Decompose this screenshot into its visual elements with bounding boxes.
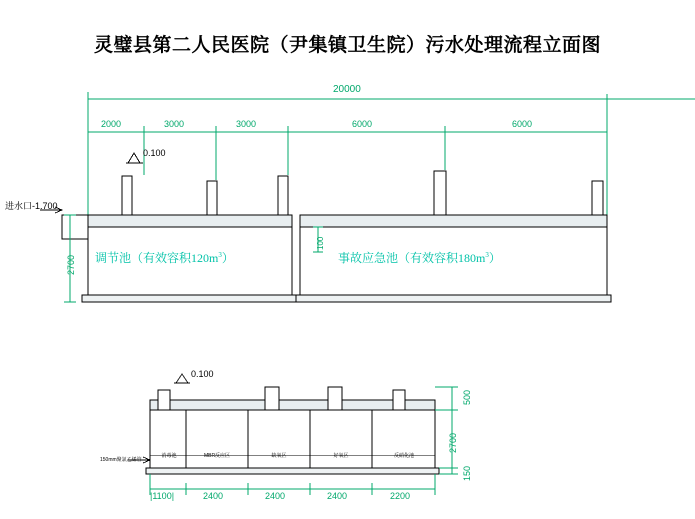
- bottom-dimension-2: 2400: [203, 491, 224, 501]
- bottom-dimension-5: 2200: [390, 491, 411, 501]
- segment-dimension-5: 6000: [512, 119, 533, 129]
- segment-dimension-1: 2000: [101, 119, 122, 129]
- tank-label-regulating-sup: 3: [218, 251, 222, 259]
- tank-label-regulating-text: 调节池（有效容积120m: [95, 251, 219, 265]
- cell-label-1: 消毒池: [161, 453, 177, 459]
- overall-dimension-20000: 20000: [333, 84, 361, 95]
- cell-label-5: 反硝化池: [393, 453, 414, 459]
- tank-label-emergency-tail: ）: [488, 251, 501, 265]
- tank-label-regulating: [95, 249, 234, 266]
- tank-label-emergency: [338, 249, 501, 266]
- right-dimension-2700: 2700: [448, 432, 458, 453]
- page-title: 灵璧县第二人民医院（尹集镇卫生院）污水处理流程立面图: [93, 35, 601, 56]
- cell-label-3: 缺氧区: [271, 453, 287, 459]
- tank-label-emergency-sup: 3: [485, 251, 489, 259]
- cell-label-4: 好氧区: [333, 453, 349, 459]
- tank-label-emergency-text: 事故应急池（有效容积180m: [338, 251, 486, 265]
- segment-dimension-4: 6000: [352, 119, 373, 129]
- inlet-label: 进水口-1.700: [5, 201, 58, 211]
- right-dimension-500: 500: [462, 389, 472, 405]
- bottom-dimension-1: |1100|: [150, 491, 175, 501]
- elevation-marker-lower: 0.100: [191, 369, 214, 379]
- tank-label-regulating-tail: ）: [221, 251, 234, 265]
- wall-dimension-100: 100: [316, 236, 325, 250]
- right-dimension-150: 150: [462, 465, 472, 481]
- segment-dimension-3: 3000: [236, 119, 257, 129]
- cell-label-2: MBR反应区: [203, 453, 231, 459]
- elevation-marker-upper: 0.100: [143, 148, 166, 158]
- segment-dimension-2: 3000: [164, 119, 185, 129]
- pipe-label: 150mm聚氯乙烯管: [100, 457, 142, 463]
- height-dimension-2700: 2700: [66, 254, 76, 275]
- bottom-dimension-4: 2400: [327, 491, 348, 501]
- bottom-dimension-3: 2400: [265, 491, 286, 501]
